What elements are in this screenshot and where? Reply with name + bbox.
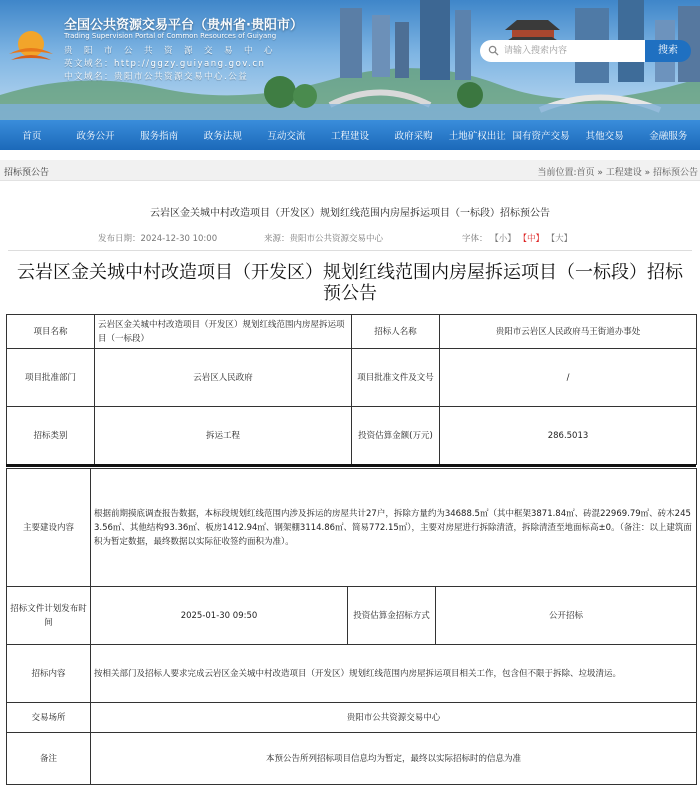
font-medium-button[interactable]: 【中】 xyxy=(518,234,544,244)
nav-item-land-mining[interactable]: 土地矿权出让 xyxy=(448,131,506,142)
approval-dept-label: 项目批准部门 xyxy=(7,349,95,407)
divider xyxy=(8,250,692,251)
method-value: 公开招标 xyxy=(436,587,697,645)
nav-item-finance[interactable]: 金融服务 xyxy=(649,131,688,142)
approval-dept-value: 云岩区人民政府 xyxy=(95,349,352,407)
notice-heading: 云岩区金关城中村改造项目（开发区）规划红线范围内房屋拆运项目（一标段）招标预公告 xyxy=(17,262,683,304)
content-value: 根据前期摸底调查报告数据，本标段规划红线范围内涉及拆运的房屋共计27户，拆除方量约为34688.5㎡（其中框架3871.84㎡、砖混22969.79㎡、砖木2453.56㎡、其他结构93.36㎡、板房1412.94㎡、钢架棚3114.86㎡、简易772.15㎡），主要对房屋进行拆除清渣，拆除清渣至地面标高±0。（备注：以上建筑面积为暂定数据，最终数据以实际征收签约面积为准）。 xyxy=(91,469,697,587)
main-nav xyxy=(0,120,700,150)
remark-value: 本预公告所列招标项目信息均为暂定，最终以实际招标时的信息为准 xyxy=(91,733,697,785)
nav-item-interaction[interactable]: 互动交流 xyxy=(267,131,306,142)
search-icon xyxy=(488,45,499,56)
site-cn-name: 贵 阳 市 公 共 资 源 交 易 中 心 xyxy=(64,46,275,56)
nav-item-service-guide[interactable]: 服务指南 xyxy=(140,131,179,142)
project-name-label: 项目名称 xyxy=(7,315,95,349)
tenderer-value: 贵阳市云岩区人民政府马王街道办事处 xyxy=(440,315,697,349)
nav-item-procurement[interactable]: 政府采购 xyxy=(394,131,433,142)
article-source: 来源：贵阳市公共资源交易中心 xyxy=(264,234,384,244)
nav-item-gov-info[interactable]: 政务公开 xyxy=(76,131,115,142)
font-size-label: 字体： xyxy=(462,234,488,244)
publish-date: 发布日期：2024-12-30 10:00 xyxy=(98,234,218,244)
font-large-button[interactable]: 【大】 xyxy=(546,234,573,244)
method-label: 投资估算金招标方式 xyxy=(348,587,436,645)
font-small-button[interactable]: 【小】 xyxy=(490,234,516,244)
tenderer-label: 招标人名称 xyxy=(352,315,440,349)
project-name-value: 云岩区金关城中村改造项目（开发区）规划红线范围内房屋拆运项目（一标段） xyxy=(95,315,352,349)
site-title: 全国公共资源交易平台（贵州省·贵阳市） xyxy=(64,18,303,33)
investment-value: 286.5013 xyxy=(440,407,697,465)
approval-doc-value: / xyxy=(440,349,697,407)
approval-doc-label: 项目批准文件及文号 xyxy=(352,349,440,407)
nav-item-home[interactable]: 首页 xyxy=(22,131,42,142)
plan-time-value: 2025-01-30 09:50 xyxy=(91,587,348,645)
search-button[interactable]: 搜索 xyxy=(645,40,691,62)
site-cn-domain: 中文域名：贵阳市公共资源交易中心.公益 xyxy=(64,72,249,82)
article-title: 云岩区金关城中村改造项目（开发区）规划红线范围内房屋拆运项目（一标段）招标预公告 xyxy=(150,208,550,219)
investment-label: 投资估算金额(万元) xyxy=(352,407,440,465)
nav-item-regulations[interactable]: 政务法规 xyxy=(203,131,242,142)
breadcrumb-path[interactable]: 当前位置:首页 » 工程建设 » 招标预公告 xyxy=(537,168,698,178)
site-banner xyxy=(0,0,700,120)
venue-label: 交易场所 xyxy=(7,703,91,733)
font-size-controls xyxy=(462,232,572,244)
notice-table-bottom xyxy=(6,468,697,785)
content-label: 主要建设内容 xyxy=(7,469,91,587)
site-logo xyxy=(6,22,56,72)
tender-content-label: 招标内容 xyxy=(7,645,91,703)
search-placeholder: 请输入搜索内容 xyxy=(504,46,568,56)
notice-table-top xyxy=(6,314,697,465)
nav-item-other-trade[interactable]: 其他交易 xyxy=(585,131,624,142)
remark-label: 备注 xyxy=(7,733,91,785)
tender-content-value: 按相关部门及招标人要求完成云岩区金关城中村改造项目（开发区）规划红线范围内房屋拆运项目相关工作，包含但不限于拆除、垃圾清运。 xyxy=(91,645,697,703)
category-value: 拆运工程 xyxy=(95,407,352,465)
site-subtitle-en: Trading Supervision Portal of Common Resources of Guiyang xyxy=(64,32,277,40)
category-label: 招标类别 xyxy=(7,407,95,465)
site-en-domain: 英文域名：http://ggzy.guiyang.gov.cn xyxy=(64,59,266,69)
table-separator xyxy=(6,464,696,467)
nav-item-construction[interactable]: 工程建设 xyxy=(331,131,370,142)
nav-item-state-assets[interactable]: 国有资产交易 xyxy=(512,131,570,142)
search-input[interactable] xyxy=(480,40,645,62)
plan-time-label: 招标文件计划发布时间 xyxy=(7,587,91,645)
section-title: 招标预公告 xyxy=(4,168,50,178)
venue-value: 贵阳市公共资源交易中心 xyxy=(91,703,697,733)
breadcrumb xyxy=(0,160,700,181)
